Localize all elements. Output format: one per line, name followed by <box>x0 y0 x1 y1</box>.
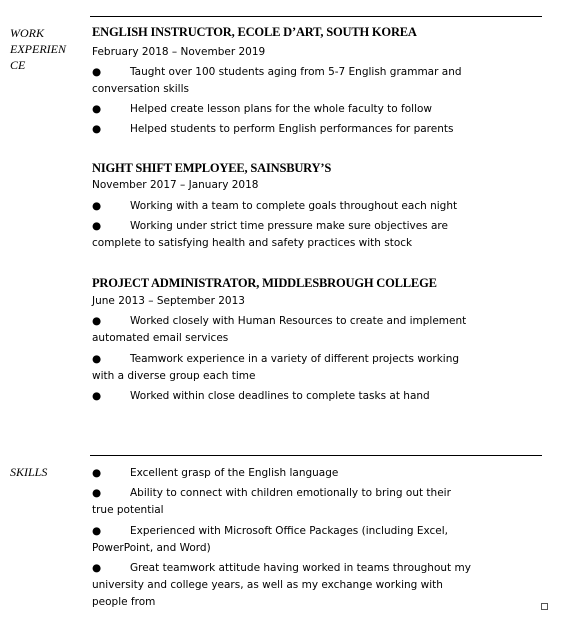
bullet-icon: ● <box>92 66 102 78</box>
skill-bullet <box>92 560 472 611</box>
bullet-icon: ● <box>92 200 102 212</box>
bullet-text: Helped students to perform English performances for parents <box>130 123 454 135</box>
work-label-line-1: WORK <box>10 26 44 40</box>
job-dates: February 2018 – November 2019 <box>92 46 266 58</box>
bullet-icon: ● <box>92 390 102 402</box>
job-bullet <box>92 198 472 215</box>
job-title: PROJECT ADMINISTRATOR, MIDDLESBROUGH COLLEGE <box>92 276 437 290</box>
job-bullet <box>92 351 472 385</box>
bullet-icon: ● <box>92 562 102 574</box>
skill-bullet <box>92 485 472 519</box>
work-label-line-2: EXPERIEN <box>10 42 66 56</box>
bullet-icon: ● <box>92 525 102 537</box>
job-title: ENGLISH INSTRUCTOR, ECOLE D’ART, SOUTH KOREA <box>92 25 417 39</box>
job-bullet <box>92 388 472 405</box>
job-bullet <box>92 64 472 98</box>
bullet-icon: ● <box>92 103 102 115</box>
bullet-icon: ● <box>92 467 102 479</box>
bullet-icon: ● <box>92 123 102 135</box>
bullet-text: Great teamwork attitude having worked in teams throughout my university and college years, as well as my exchange working with people from <box>92 562 471 608</box>
work-experience-label <box>10 25 80 73</box>
bullet-icon: ● <box>92 487 102 499</box>
bullet-text: Helped create lesson plans for the whole faculty to follow <box>130 103 432 115</box>
skills-label: SKILLS <box>10 465 48 479</box>
skill-bullet <box>92 523 472 557</box>
skill-bullet <box>92 465 472 482</box>
bullet-text: Working with a team to complete goals throughout each night <box>130 200 458 212</box>
bullet-text: Ability to connect with children emotionally to bring out their true potential <box>92 487 451 516</box>
job-bullet <box>92 218 472 252</box>
bullet-text: Teamwork experience in a variety of different projects working with a diverse group each time <box>92 353 460 382</box>
job-dates: June 2013 – September 2013 <box>92 295 245 307</box>
bullet-icon: ● <box>92 220 102 232</box>
bullet-text: Experienced with Microsoft Office Packages (including Excel, PowerPoint, and Word) <box>92 525 449 554</box>
bullet-icon: ● <box>92 353 102 365</box>
job-bullet <box>92 121 472 138</box>
resize-handle-icon[interactable] <box>541 603 548 610</box>
job-bullet <box>92 101 472 118</box>
bullet-text: Taught over 100 students aging from 5-7 English grammar and conversation skills <box>92 66 462 95</box>
bullet-icon: ● <box>92 315 102 327</box>
job-title: NIGHT SHIFT EMPLOYEE, SAINSBURY’S <box>92 161 332 175</box>
job-dates: November 2017 – January 2018 <box>92 179 259 191</box>
bullet-text: Worked within close deadlines to complete tasks at hand <box>130 390 430 402</box>
work-label-line-3: CE <box>10 58 26 72</box>
bullet-text: Worked closely with Human Resources to create and implement automated email services <box>92 315 467 344</box>
bullet-text: Excellent grasp of the English language <box>130 467 339 479</box>
job-bullet <box>92 313 472 347</box>
skills-section-rule <box>90 455 542 456</box>
work-section-rule <box>90 16 542 17</box>
bullet-text: Working under strict time pressure make sure objectives are complete to satisfying health and safety practices with stock <box>92 220 448 249</box>
